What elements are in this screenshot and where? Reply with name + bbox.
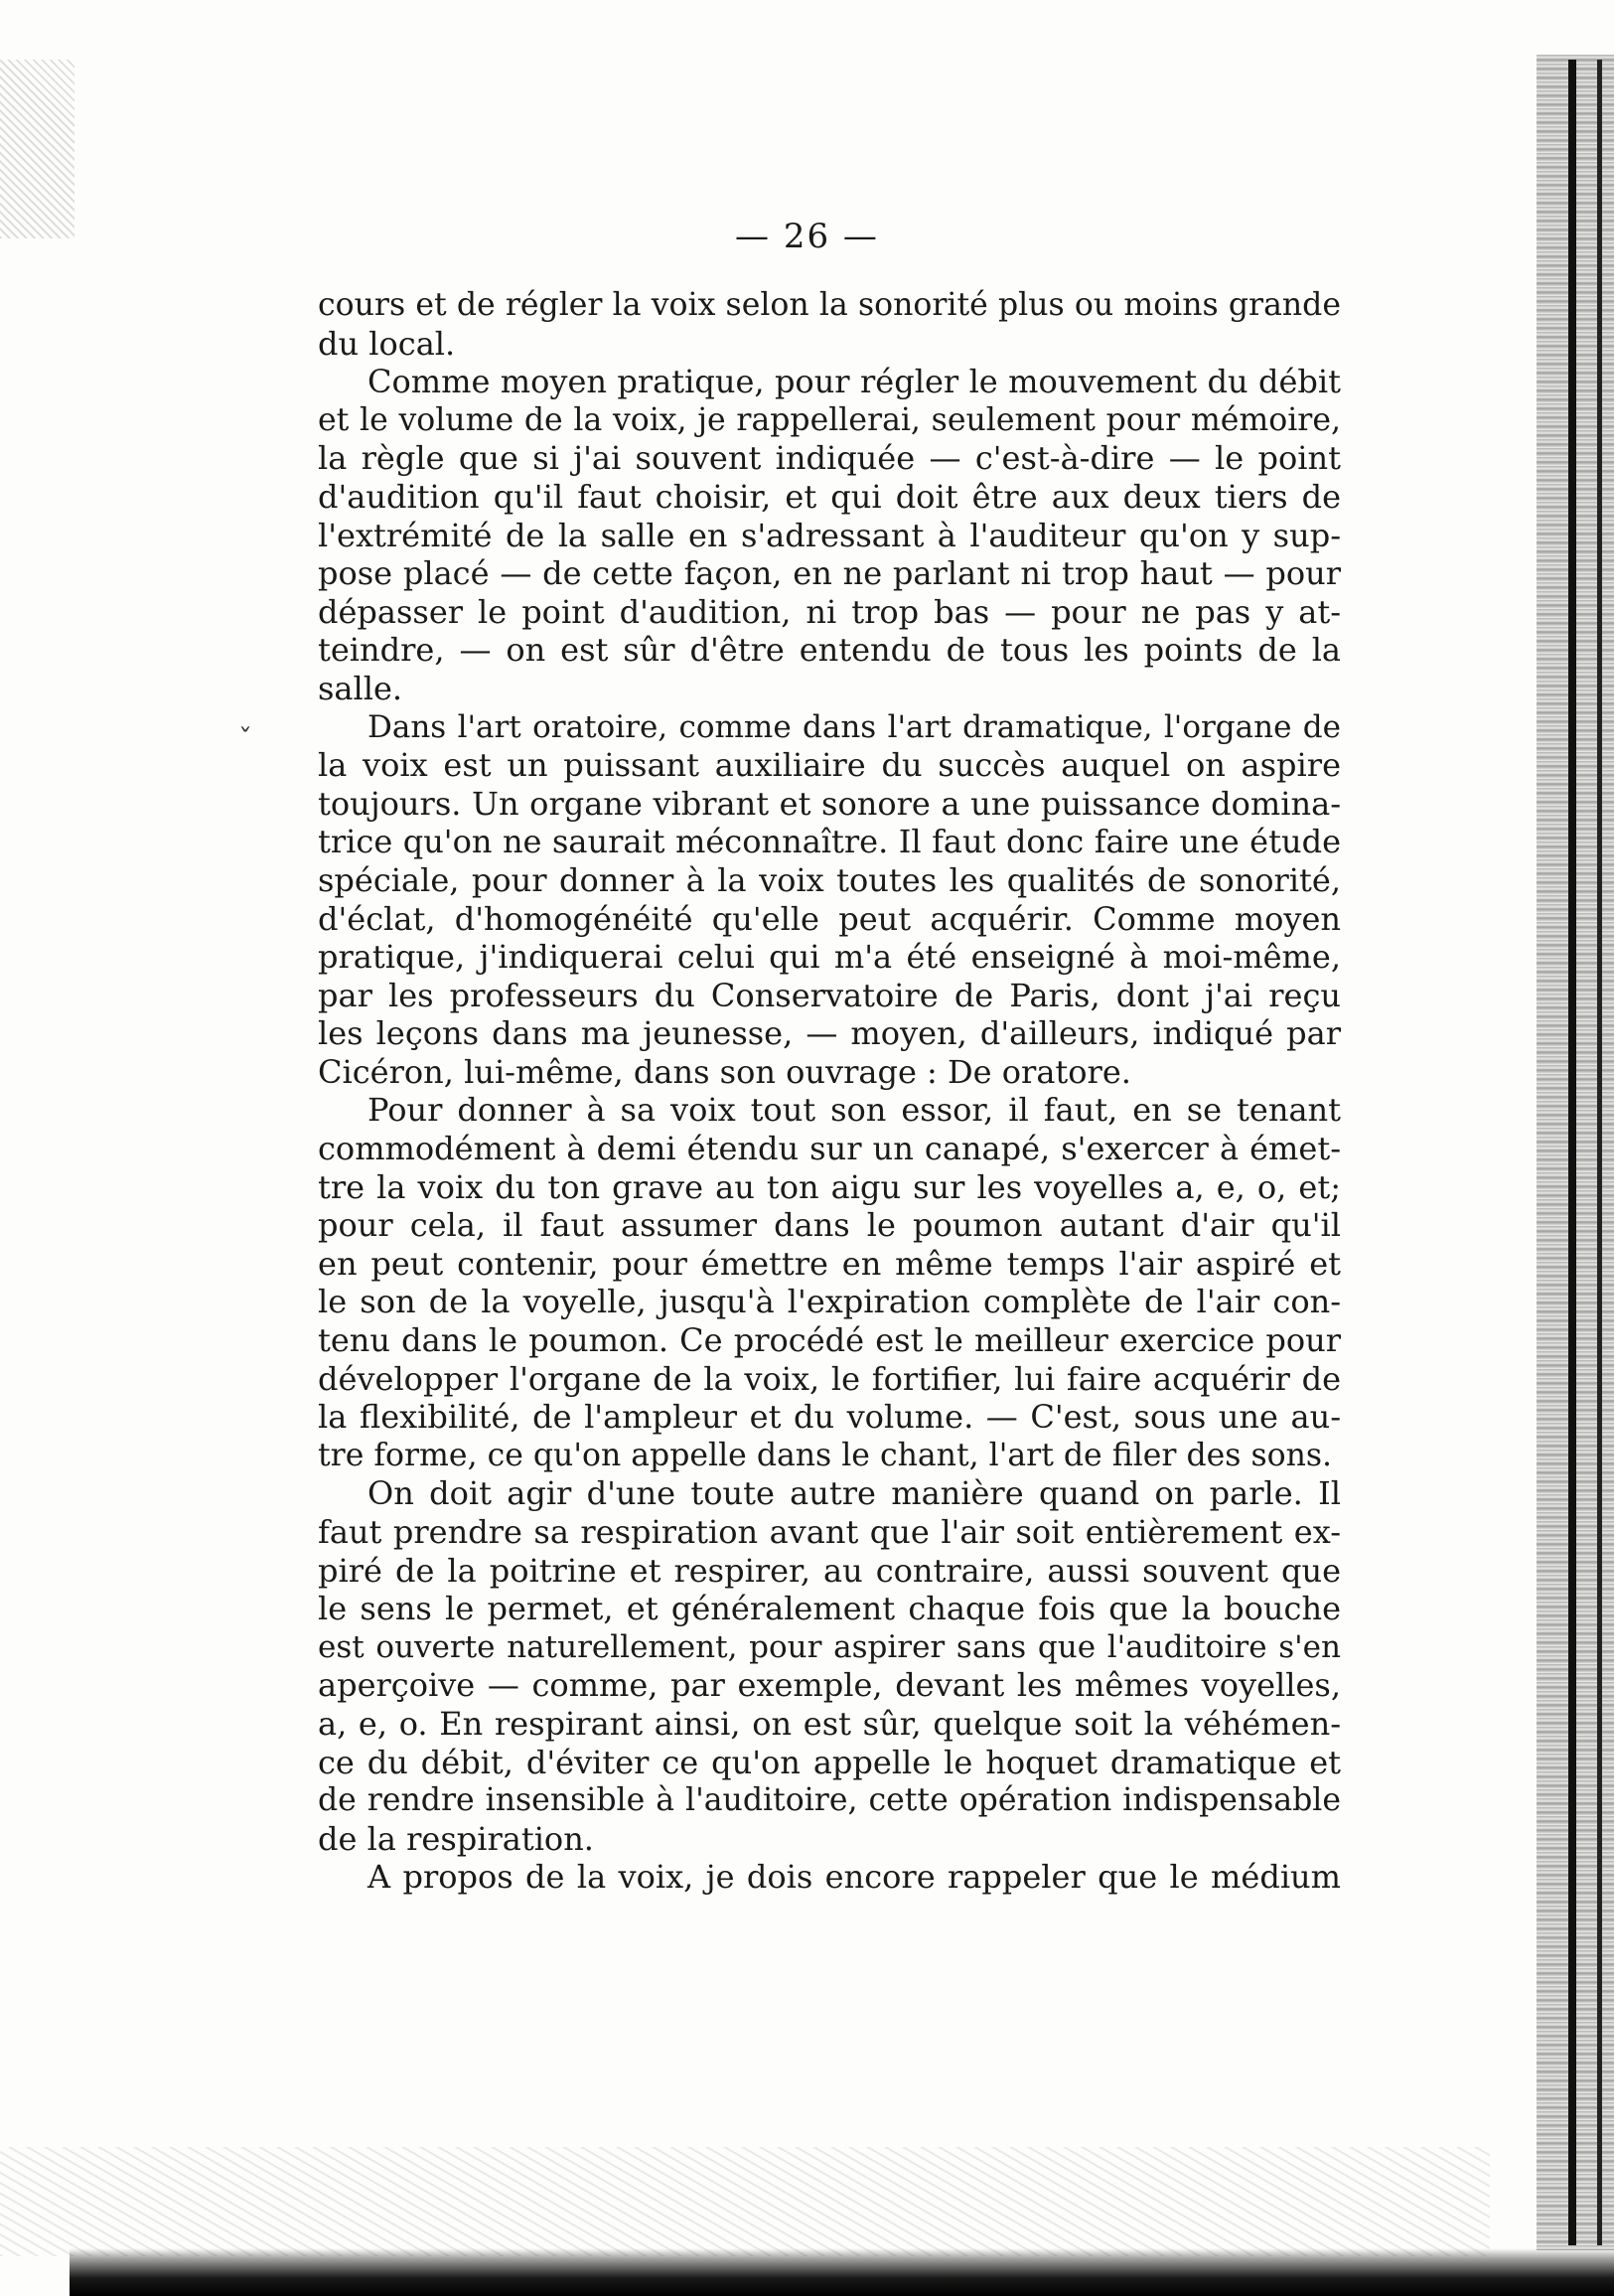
text-line: Pour donner à sa voix tout son essor, il faut, en se tenant (367, 1091, 1341, 1130)
text-line: a, e, o. En respirant ainsi, on est sûr, quelque soit la véhémen- (318, 1704, 1341, 1743)
text-line: Cicéron, lui-même, dans son ouvrage : De oratore. (318, 1052, 1131, 1091)
text-line: de rendre insensible à l'auditoire, cette opération indispensable (318, 1782, 1341, 1819)
text-line: On doit agir d'une toute autre manière quand on parle. Il (367, 1474, 1341, 1513)
text-line: du local. (318, 324, 456, 363)
scan-edge-line (1568, 60, 1576, 2245)
page-number: — 26 — (735, 217, 879, 256)
text-line: le son de la voyelle, jusqu'à l'expiration complète de l'air con- (318, 1283, 1341, 1321)
body-text (318, 286, 1341, 1897)
text-line: tre la voix du ton grave au ton aigu sur les voyelles a, e, o, et; (318, 1167, 1341, 1206)
text-line: Dans l'art oratoire, comme dans l'art dramatique, l'organe de (367, 708, 1341, 745)
text-line: par les professeurs du Conservatoire de Paris, dont j'ai reçu (318, 976, 1341, 1014)
text-line: Comme moyen pratique, pour régler le mouvement du débit (367, 363, 1341, 401)
text-line: teindre, — on est sûr d'être entendu de tous les points de la (318, 631, 1341, 670)
scan-noise-left (0, 60, 74, 238)
text-line: pratique, j'indiquerai celui qui m'a été enseigné à moi-même, (318, 938, 1341, 977)
text-line: salle. (318, 669, 403, 707)
text-line: ce du débit, d'éviter ce qu'on appelle le hoquet dramatique et (318, 1743, 1341, 1781)
text-line: toujours. Un organe vibrant et sonore a une puissance domina- (318, 784, 1341, 823)
text-line: l'extrémité de la salle en s'adressant à l'auditeur qu'on y sup- (318, 516, 1341, 554)
text-line: développer l'organe de la voix, le fortifier, lui faire acquérir de (318, 1359, 1341, 1398)
text-line: en peut contenir, pour émettre en même temps l'air aspiré et (318, 1244, 1341, 1283)
margin-mark: ˇ (238, 723, 252, 756)
text-line: le sens le permet, et généralement chaque fois que la bouche (318, 1590, 1341, 1628)
text-line: la règle que si j'ai souvent indiquée — c'est-à-dire — le point (318, 439, 1341, 478)
text-line: A propos de la voix, je dois encore rappeler que le médium (367, 1858, 1341, 1897)
scan-edge-line (1597, 60, 1602, 2245)
text-line: dépasser le point d'audition, ni trop bas — pour ne pas y at- (318, 592, 1341, 631)
text-line: pose placé — de cette façon, en ne parlant ni trop haut — pour (318, 554, 1341, 593)
text-line: cours et de régler la voix selon la sonorité plus ou moins grande (318, 287, 1341, 323)
text-line: la voix est un puissant auxiliaire du succès auquel on aspire (318, 746, 1341, 785)
text-line: d'audition qu'il faut choisir, et qui doit être aux deux tiers de (318, 477, 1341, 516)
text-line: trice qu'on ne saurait méconnaître. Il faut donc faire une étude (318, 823, 1341, 861)
text-line: les leçons dans ma jeunesse, — moyen, d'ailleurs, indiqué par (318, 1014, 1341, 1053)
text-line: la flexibilité, de l'ampleur et du volume. — C'est, sous une au- (318, 1398, 1341, 1437)
text-line: piré de la poitrine et respirer, au contraire, aussi souvent que (318, 1551, 1341, 1590)
text-line: spéciale, pour donner à la voix toutes les qualités de sonorité, (318, 860, 1341, 899)
text-line: faut prendre sa respiration avant que l'air soit entièrement ex- (318, 1513, 1341, 1551)
text-line: d'éclat, d'homogénéité qu'elle peut acquérir. Comme moyen (318, 899, 1341, 938)
text-line: et le volume de la voix, je rappellerai, seulement pour mémoire, (318, 401, 1341, 438)
text-line: tenu dans le poumon. Ce procédé est le meilleur exercice pour (318, 1321, 1341, 1360)
scan-noise-bottom (0, 2147, 1490, 2256)
text-line: de la respiration. (318, 1819, 594, 1858)
text-line: tre forme, ce qu'on appelle dans le chant, l'art de filer des sons. (318, 1437, 1333, 1473)
text-line: commodément à demi étendu sur un canapé, s'exercer à émet- (318, 1130, 1341, 1168)
text-line: est ouverte naturellement, pour aspirer sans que l'auditoire s'en (318, 1628, 1341, 1665)
text-line: pour cela, il faut assumer dans le poumon autant d'air qu'il (318, 1206, 1341, 1245)
text-line: aperçoive — comme, par exemple, devant les mêmes voyelles, (318, 1666, 1341, 1705)
scan-bottom-shadow (70, 2248, 1614, 2296)
